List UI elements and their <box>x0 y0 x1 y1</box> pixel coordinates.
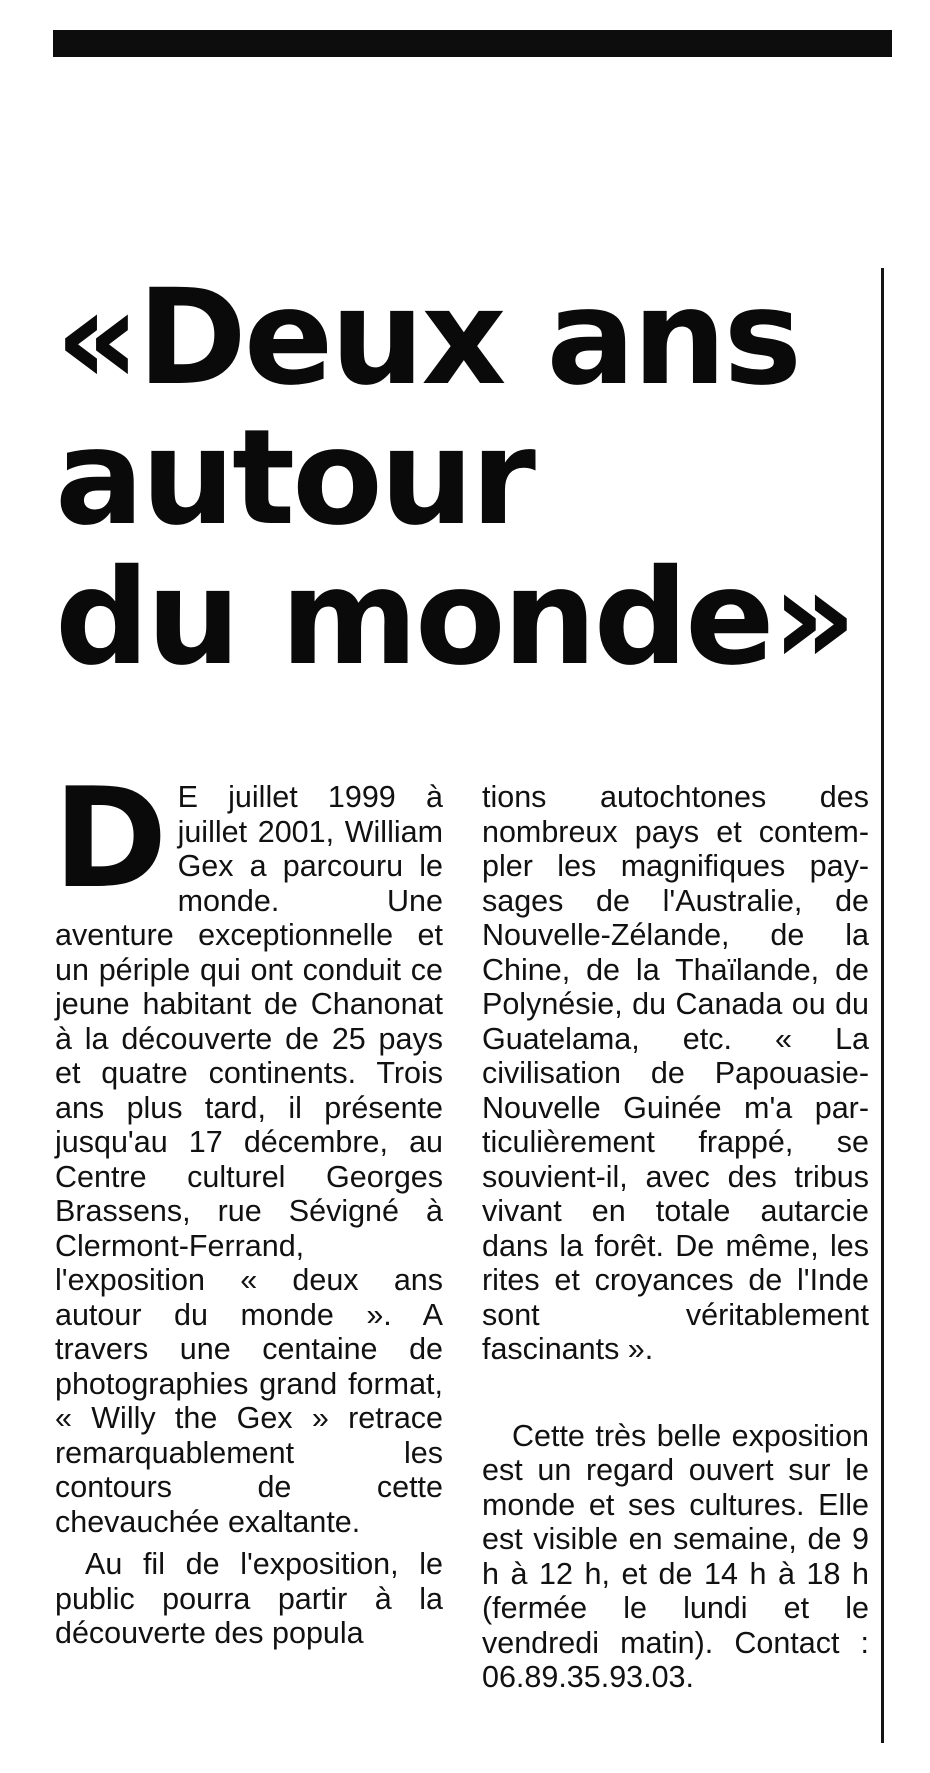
article-paragraph: tions autochtones des nombreux pays et contempler les magnifiques paysages de l'Australie, de Nouvelle-Zélande, de la Chine, de la Thaïlande, de Polynésie, du Canada ou du Guatelama, etc. « La civilisation de Papouasie-Nouvelle Guinée m'a particulièrement frappé, se souvient-il, avec des tribus vivant en totale autarcie dans la forêt. De même, les rites et croyances de l'Inde sont véritablement fascinants ». <box>482 780 869 1366</box>
headline-line: du monde» <box>55 541 854 695</box>
drop-cap: D <box>53 758 168 919</box>
article-column-left <box>53 758 443 1651</box>
article-headline <box>55 261 875 695</box>
column-rule <box>881 268 884 1743</box>
headline-line: autour <box>55 401 533 555</box>
top-rule <box>53 30 892 57</box>
headline-line: «Deux ans <box>55 261 800 415</box>
article-paragraph <box>53 758 443 1539</box>
article-column-right <box>482 780 869 1695</box>
article-paragraph: Cette très belle exposition est un regard ouvert sur le monde et ses cultures. Elle est visible en semaine, de 9 h à 12 h, et de 14 h à 18 h (fermée le lundi et le vendredi matin). Contact : 06.89.35.93.03. <box>482 1418 869 1694</box>
article-paragraph: Au fil de l'exposition, le public pourra partir à la découverte des popula <box>55 1547 443 1650</box>
paragraph-text: E juillet 1999 à juillet 2001, William Gex a parcouru le monde. Une aventure exceptionnelle et un périple qui ont conduit ce jeune habitant de Chanonat à la découverte de 25 pays et quatre continents. Trois ans plus tard, il présente jusqu'au 17 décembre, au Centre culturel Georges Brassens, rue Sévigné à Clermont-Ferrand, l'exposition « deux ans autour du monde ». A travers une centaine de photographies grand format, « Willy the Gex » retrace remarquablement les contours de cette chevauchée exaltante. <box>55 780 443 1539</box>
